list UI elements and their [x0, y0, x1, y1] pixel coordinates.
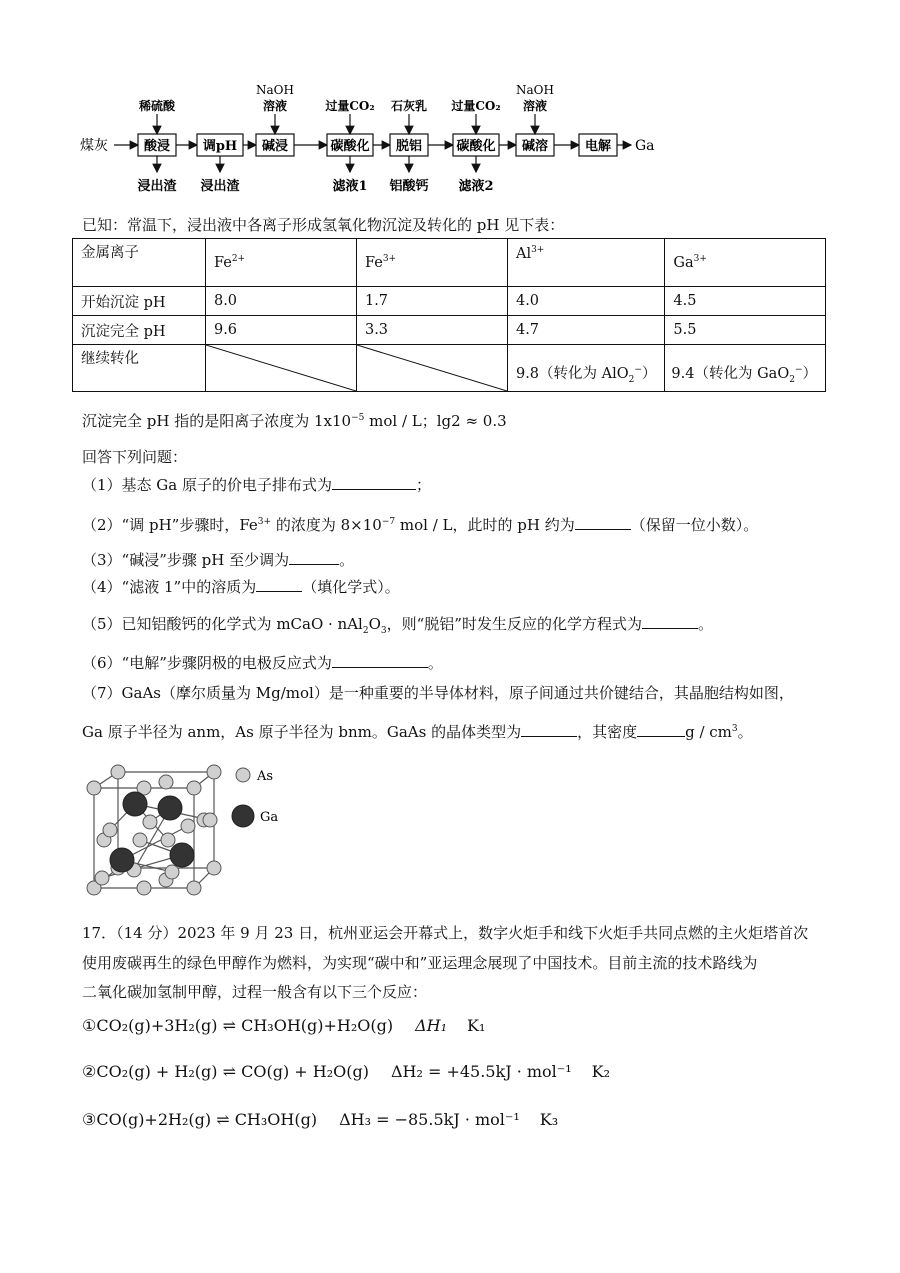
flow-box-label: 碱溶 — [521, 139, 549, 154]
reaction-1: ①CO₂(g)+3H₂(g) ⇌ CH₃OH(g)+H₂O(g) ΔH₁ K₁ — [82, 1016, 486, 1035]
flow-box-label: 脱铝 — [395, 139, 423, 154]
th-al3: $Al^{3+}$ — [507, 239, 664, 287]
question-6: （6）“电解”步骤阴极的电极反应式为 。 — [82, 654, 443, 672]
question-5: （5）已知铝酸钙的化学式为 mCaO · $nAl_2O_3$，则“脱铝”时发生反应的化学方程式为 。 — [82, 615, 713, 636]
reaction-3: ③CO(g)+2H₂(g) ⇌ CH₃OH(g) ΔH₃ = −85.5kJ · mol⁻¹ K₃ — [82, 1110, 559, 1129]
flow-output-label: 铝酸钙 — [389, 179, 429, 194]
th-fe3: $Fe^{3+}$ — [356, 239, 507, 287]
flow-input-label: NaOH — [516, 83, 554, 97]
as-atom — [137, 881, 151, 895]
crystal-cell-figure — [80, 760, 300, 900]
as-atom — [187, 881, 201, 895]
flow-output-label: 浸出渣 — [137, 179, 177, 194]
question-7-line1: （7）GaAs（摩尔质量为 Mg/mol）是一种重要的半导体材料，原子间通过共价键结合，其晶胞结构如图， — [82, 684, 794, 702]
question-7-line2: Ga 原子半径为 anm，As 原子半径为 bnm。GaAs 的晶体类型为 ，其密度 g / $cm^3$。 — [82, 723, 753, 741]
flow-input-label: 过量CO₂ — [325, 99, 375, 113]
problem-17-line3: 二氧化碳加氢制甲醇，过程一般含有以下三个反应： — [82, 983, 428, 1001]
problem-17-line1: 17．（14 分）2023 年 9 月 23 日，杭州亚运会开幕式上，数字火炬手和线下火炬手共同点燃的主火炬塔首次 — [82, 924, 809, 942]
as-atom — [203, 813, 217, 827]
flow-input-label: 石灰乳 — [390, 99, 428, 113]
as-atom — [95, 871, 109, 885]
th-fe2: $Fe^{2+}$ — [205, 239, 356, 287]
question-4: （4）“滤液 1”中的溶质为 （填化学式）。 — [82, 578, 400, 596]
reaction-2: ②CO₂(g) + H₂(g) ⇌ CO(g) + H₂O(g) ΔH₂ = +45.5kJ · mol⁻¹ K₂ — [82, 1062, 611, 1081]
flow-output-label: 滤液2 — [458, 179, 494, 194]
known-text: 已知：常温下，浸出液中各离子形成氢氧化物沉淀及转化的 pH 见下表： — [82, 216, 565, 234]
table-row: 沉淀完全 pH 9.6 3.3 4.7 5.5 — [73, 316, 826, 345]
answer-prompt: 回答下列问题： — [82, 448, 188, 466]
diag-cell — [356, 345, 507, 392]
table-row: 开始沉淀 pH 8.0 1.7 4.0 4.5 — [73, 287, 826, 316]
flow-input-label: 稀硫酸 — [138, 99, 176, 113]
note-text: 沉淀完全 pH 指的是阳离子浓度为 $1x10^{-5}$ mol / L；lg2 ≈ 0.3 — [82, 412, 507, 430]
process-flowchart — [70, 80, 770, 200]
as-atom — [87, 781, 101, 795]
ga-conversion: 9.4（转化为 GaO$_2$−） — [665, 345, 826, 392]
flow-box-label: 碳酸化 — [330, 139, 370, 154]
question-3: （3）“碱浸”步骤 pH 至少调为 。 — [82, 551, 355, 569]
ga-atom — [123, 792, 147, 816]
table-row: 继续转化 9.8（转化为 AlO$_2$−） 9.4（转化为 GaO$_2$−） — [73, 345, 826, 392]
flow-output-label: 滤液1 — [332, 179, 368, 194]
as-atom — [181, 819, 195, 833]
flow-output-label: 浸出渣 — [200, 179, 240, 194]
ga-atom — [158, 796, 182, 820]
as-atom — [161, 833, 175, 847]
legend-ga-atom — [232, 805, 254, 827]
as-atom — [159, 775, 173, 789]
flow-input-label: NaOH — [256, 83, 294, 97]
as-atom — [111, 765, 125, 779]
flow-box-label: 碳酸化 — [456, 139, 496, 154]
flow-input-label: 溶液 — [262, 99, 288, 113]
flow-box-label: 酸浸 — [143, 139, 171, 154]
flow-start: 煤灰 — [80, 138, 108, 154]
legend-as-label: As — [257, 769, 274, 784]
ph-table — [72, 238, 826, 392]
flow-end: Ga — [635, 138, 655, 154]
flow-input-label: 过量CO₂ — [451, 99, 501, 113]
as-atom — [133, 833, 147, 847]
flow-box-label: 调pH — [202, 139, 238, 154]
as-atom — [207, 765, 221, 779]
question-2: （2）“调 pH”步骤时，$Fe^{3+}$ 的浓度为 $8\times 10^{-7}$ mol / L，此时的 pH 约为 （保留一位小数）。 — [82, 516, 759, 534]
as-atom — [165, 865, 179, 879]
ga-atom — [170, 843, 194, 867]
as-atom — [207, 861, 221, 875]
as-atom — [143, 815, 157, 829]
flow-input-label: 溶液 — [522, 99, 548, 113]
diag-cell — [205, 345, 356, 392]
legend-ga-label: Ga — [260, 810, 279, 825]
as-atom — [187, 781, 201, 795]
al-conversion: 9.8（转化为 AlO$_2$−） — [507, 345, 664, 392]
as-atom — [103, 823, 117, 837]
flow-box-label: 电解 — [584, 139, 612, 154]
ga-atom — [110, 848, 134, 872]
th-metal-ion: 金属离子 — [73, 239, 206, 287]
flow-box-label: 碱浸 — [261, 139, 289, 154]
question-1: （1）基态 Ga 原子的价电子排布式为 ； — [82, 476, 432, 494]
problem-17-line2: 使用废碳再生的绿色甲醇作为燃料，为实现“碳中和”亚运理念展现了中国技术。目前主流的技术路线为 — [82, 954, 758, 972]
legend-as-atom — [236, 768, 250, 782]
th-ga3: $Ga^{3+}$ — [665, 239, 826, 287]
